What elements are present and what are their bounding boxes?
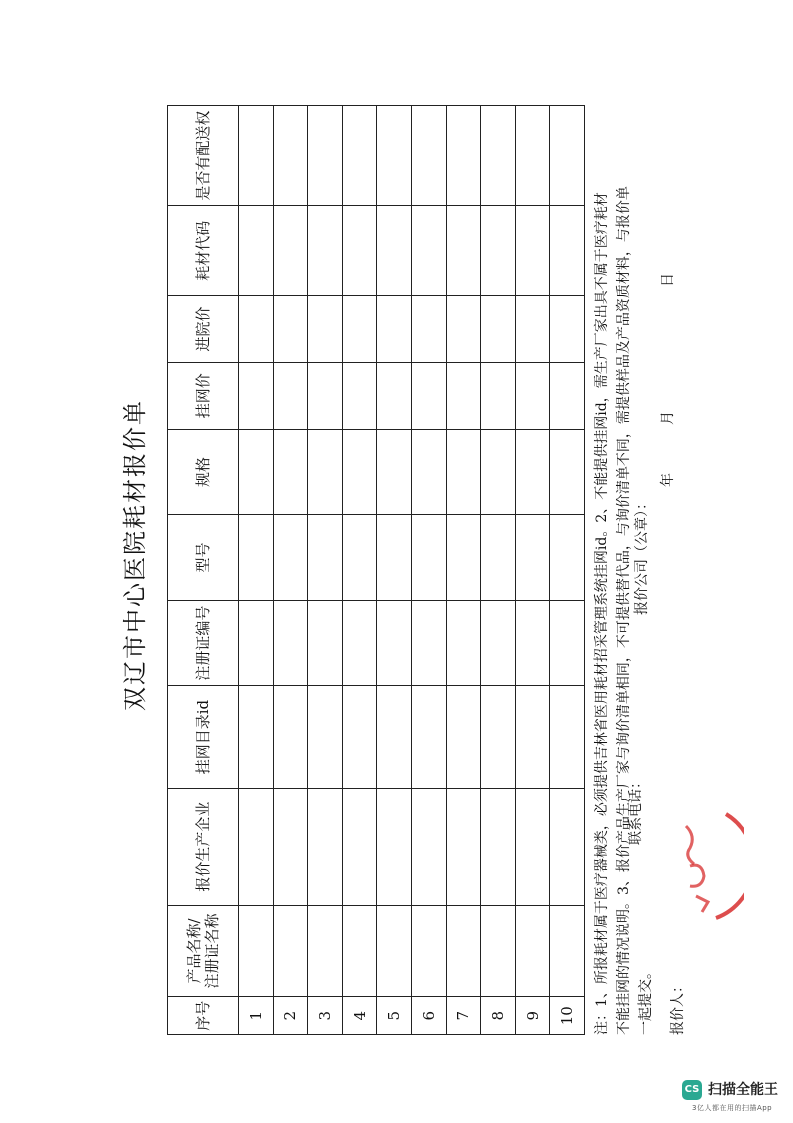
table-cell [515,206,550,296]
table-cell [273,362,308,429]
table-cell [238,429,273,515]
camscanner-icon: CS [682,1080,702,1100]
table-cell [515,515,550,601]
table-cell [307,296,342,363]
row-number: 5 [376,997,411,1035]
table-cell [307,429,342,515]
table-cell [376,788,411,905]
table-row [376,106,411,1035]
table-cell [411,206,446,296]
col-header: 注册证编号 [167,600,238,686]
table-cell [446,206,481,296]
table-cell [480,206,515,296]
table-cell [549,106,584,206]
note-line: 注：1、所报耗材属于医疗器械类，必须提供吉林省医用耗材招采管理系统挂网id。2、不能提供挂网id，需生产厂家出具不属于医疗耗材 [593,192,610,1035]
table-cell [238,905,273,997]
table-cell [376,106,411,206]
table-cell [446,515,481,601]
table-cell [480,429,515,515]
table-cell [342,106,377,206]
col-header: 挂网目录id [167,686,238,788]
table-row [273,106,308,1035]
table-cell [480,600,515,686]
table-cell [273,296,308,363]
table-cell [411,788,446,905]
table-cell [307,600,342,686]
col-header: 是否有配送权 [167,106,238,206]
table-cell [238,206,273,296]
row-number: 1 [238,997,273,1035]
table-row [411,106,446,1035]
table-cell [515,905,550,997]
table-cell [549,905,584,997]
table-cell [273,206,308,296]
table-cell [376,296,411,363]
table-row [515,106,550,1035]
table-cell [376,600,411,686]
row-number: 9 [515,997,550,1035]
table-cell [515,296,550,363]
col-header: 型号 [167,515,238,601]
table-cell [480,905,515,997]
table-cell [307,515,342,601]
table-cell [411,515,446,601]
table-row [446,106,481,1035]
table-cell [342,600,377,686]
col-header: 报价生产企业 [167,788,238,905]
table-cell [549,206,584,296]
table-cell [376,206,411,296]
table-cell [480,296,515,363]
table-cell [515,429,550,515]
quoter-label: 报价人： [669,979,686,1035]
date-day: 日 [659,273,676,287]
table-cell [549,600,584,686]
table-cell [342,515,377,601]
table-cell [376,686,411,788]
table-cell [342,206,377,296]
table-cell [515,788,550,905]
row-number: 6 [411,997,446,1035]
table-cell [446,362,481,429]
app-watermark [682,1076,782,1116]
table-cell [238,296,273,363]
row-number: 8 [480,997,515,1035]
table-cell [273,905,308,997]
table-cell [273,600,308,686]
table-cell [411,429,446,515]
phone-label: 联系电话： [627,775,644,845]
col-header: 耗材代码 [167,206,238,296]
table-header-row [167,106,238,1035]
table-cell [549,788,584,905]
row-number: 7 [446,997,481,1035]
table-cell [307,905,342,997]
table-cell [411,905,446,997]
table-cell [307,788,342,905]
date-year: 年 [659,473,676,487]
row-number: 3 [307,997,342,1035]
table-cell [480,362,515,429]
table-cell [376,362,411,429]
app-tagline: 3亿人都在用的扫描App [692,1104,773,1112]
table-cell [446,429,481,515]
table-cell [307,362,342,429]
table-cell [307,206,342,296]
table-cell [446,600,481,686]
table-row [480,106,515,1035]
table-row [549,106,584,1035]
table-cell [238,515,273,601]
table-cell [411,686,446,788]
table-row [307,106,342,1035]
table-cell [342,429,377,515]
table-cell [549,686,584,788]
table-cell [307,106,342,206]
table-cell [515,600,550,686]
table-cell [342,296,377,363]
col-header: 进院价 [167,296,238,363]
table-cell [549,429,584,515]
table-cell [238,788,273,905]
partial-red-stamp [656,806,744,926]
table-cell [480,106,515,206]
table-row [342,106,377,1035]
app-brand: 扫描全能王 [708,1082,778,1098]
table-cell [515,106,550,206]
table-cell [376,429,411,515]
table-row [238,106,273,1035]
table-cell [549,515,584,601]
table-cell [480,515,515,601]
row-number: 4 [342,997,377,1035]
col-header: 挂网价 [167,362,238,429]
table-cell [273,788,308,905]
table-cell [307,686,342,788]
row-number: 2 [273,997,308,1035]
table-cell [515,686,550,788]
date-month: 月 [659,411,676,425]
table-cell [549,362,584,429]
table-cell [376,515,411,601]
note-line: 一起提交。 [637,965,654,1035]
table-cell [238,362,273,429]
table-cell [446,905,481,997]
company-stamp-label: 报价公司（公章）： [633,496,650,615]
table-cell [446,296,481,363]
table-cell [238,600,273,686]
table-cell [273,515,308,601]
table-cell [342,905,377,997]
table-cell [446,106,481,206]
table-cell [238,106,273,206]
table-cell [342,362,377,429]
table-cell [342,788,377,905]
table-cell [549,296,584,363]
table-cell [411,106,446,206]
table-cell [342,686,377,788]
quote-sheet [117,75,686,1035]
table-cell [273,429,308,515]
table-cell [411,600,446,686]
document-title: 双辽市中心医院耗材报价单 [120,399,149,711]
table-cell [273,106,308,206]
table-cell [480,686,515,788]
table-cell [273,686,308,788]
table-cell [480,788,515,905]
quote-table [167,105,585,1035]
col-header: 产品名称/ 注册证名称 [167,905,238,997]
row-number: 10 [549,997,584,1035]
table-cell [446,788,481,905]
col-header: 规格 [167,429,238,515]
table-cell [238,686,273,788]
table-cell [515,362,550,429]
col-header: 序号 [167,997,238,1035]
table-cell [376,905,411,997]
note-line: 不能挂网的情况说明。3、报价产品生产厂家与询价清单相同，不可提供替代品，与询价清单不同，需提供样品及产品资质材料，与报价单 [615,186,632,1035]
table-cell [411,296,446,363]
table-cell [446,686,481,788]
table-cell [411,362,446,429]
